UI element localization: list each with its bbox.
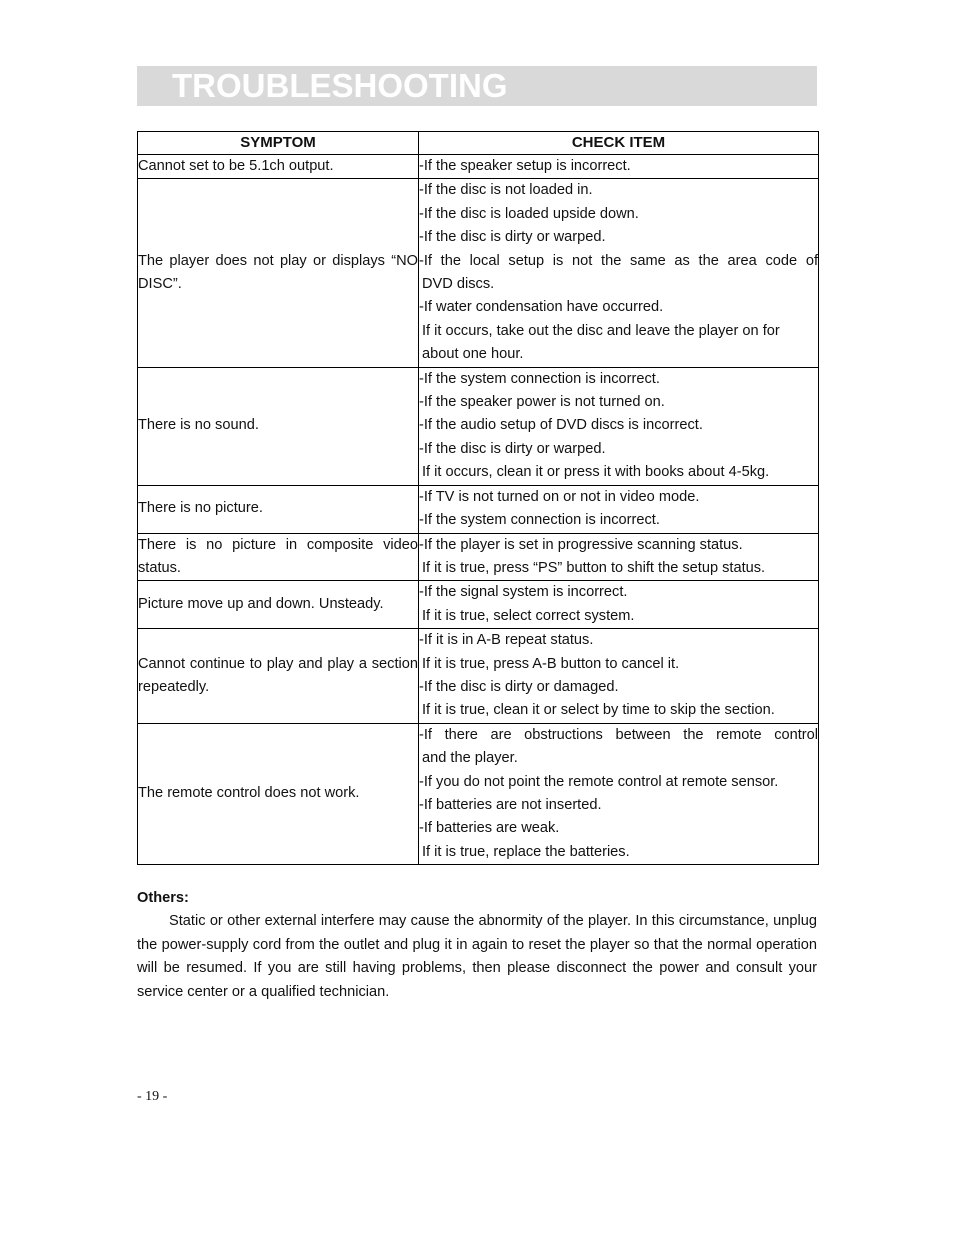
- check-line: If it is true, select correct system.: [422, 607, 635, 624]
- table-row: [138, 581, 819, 629]
- check-line: -If the signal system is incorrect.: [419, 584, 628, 601]
- troubleshooting-table: [137, 131, 819, 865]
- check-line: -If the disc is dirty or warped.: [419, 229, 606, 246]
- check-line: -If the local setup is not the same as the area code of: [419, 252, 818, 269]
- symptom-cell: Cannot continue to play and play a section repeatedly.: [138, 629, 419, 724]
- symptom-cell: There is no sound.: [138, 367, 419, 485]
- check-item-cell: [419, 581, 819, 629]
- check-line: -If it is in A-B repeat status.: [419, 632, 594, 649]
- check-line: -If there are obstructions between the remote control: [419, 726, 818, 743]
- check-line: If it occurs, clean it or press it with books about 4-5kg.: [422, 464, 770, 481]
- page-number: - 19 -: [137, 1089, 168, 1104]
- symptom-cell: Cannot set to be 5.1ch output.: [138, 155, 419, 179]
- table-header-row: [138, 132, 819, 155]
- check-line: -If water condensation have occurred.: [419, 299, 664, 316]
- check-line: -If the disc is dirty or warped.: [419, 440, 606, 457]
- check-line: about one hour.: [422, 346, 524, 363]
- page-title: TROUBLESHOOTING: [172, 67, 508, 104]
- check-line: -If batteries are weak.: [419, 820, 560, 837]
- check-line: If it is true, clean it or select by time to skip the section.: [422, 702, 775, 719]
- others-paragraph: Static or other external interfere may cause the abnormity of the player. In this circumstance, unplug the power-supply cord from the outlet and plug it in again to reset the player so that the normal operation will be resumed. If you are still having problems, then please disconnect the power and consult your service center or a qualified technician.: [137, 913, 817, 1000]
- others-heading: Others:: [137, 890, 189, 906]
- table-row: [138, 723, 819, 864]
- table-row: [138, 179, 819, 367]
- check-line: -If the speaker setup is incorrect.: [419, 158, 631, 174]
- symptom-cell: There is no picture.: [138, 485, 419, 533]
- symptom-column-header: SYMPTOM: [138, 132, 419, 155]
- symptom-cell: The remote control does not work.: [138, 723, 419, 864]
- check-line: -If the disc is loaded upside down.: [419, 205, 639, 222]
- table-row: [138, 629, 819, 724]
- table-row: [138, 485, 819, 533]
- check-line: -If the audio setup of DVD discs is incorrect.: [419, 417, 703, 434]
- check-item-cell: [419, 629, 819, 724]
- check-item-cell: [419, 533, 819, 581]
- check-line: If it is true, replace the batteries.: [422, 843, 630, 860]
- symptom-cell: Picture move up and down. Unsteady.: [138, 581, 419, 629]
- check-item-column-header: CHECK ITEM: [419, 132, 819, 155]
- check-line: DVD discs.: [422, 276, 495, 293]
- table-row: [138, 155, 819, 179]
- check-line: -If the speaker power is not turned on.: [419, 394, 665, 411]
- check-line: -If the disc is not loaded in.: [419, 182, 593, 199]
- check-line: If it is true, press “PS” button to shift the setup status.: [422, 559, 766, 576]
- check-line: -If the system connection is incorrect.: [419, 512, 660, 529]
- check-item-cell: [419, 367, 819, 485]
- check-line: If it is true, press A-B button to cancel it.: [422, 655, 680, 672]
- check-item-cell: [419, 485, 819, 533]
- symptom-cell: There is no picture in composite video status.: [138, 533, 419, 581]
- symptom-cell: The player does not play or displays “NO DISC”.: [138, 179, 419, 367]
- check-line: -If TV is not turned on or not in video mode.: [419, 488, 700, 505]
- check-line: -If you do not point the remote control at remote sensor.: [419, 773, 779, 790]
- check-line: -If the system connection is incorrect.: [419, 370, 660, 387]
- title-banner: [137, 66, 817, 106]
- table-row: [138, 367, 819, 485]
- check-line: -If the player is set in progressive scanning status.: [419, 536, 743, 553]
- check-line: If it occurs, take out the disc and leave the player on for: [422, 322, 780, 339]
- check-item-cell: [419, 179, 819, 367]
- check-item-cell: [419, 155, 819, 179]
- check-line: and the player.: [422, 750, 518, 767]
- check-line: -If the disc is dirty or damaged.: [419, 678, 619, 695]
- table-row: [138, 533, 819, 581]
- check-item-cell: [419, 723, 819, 864]
- check-line: -If batteries are not inserted.: [419, 796, 602, 813]
